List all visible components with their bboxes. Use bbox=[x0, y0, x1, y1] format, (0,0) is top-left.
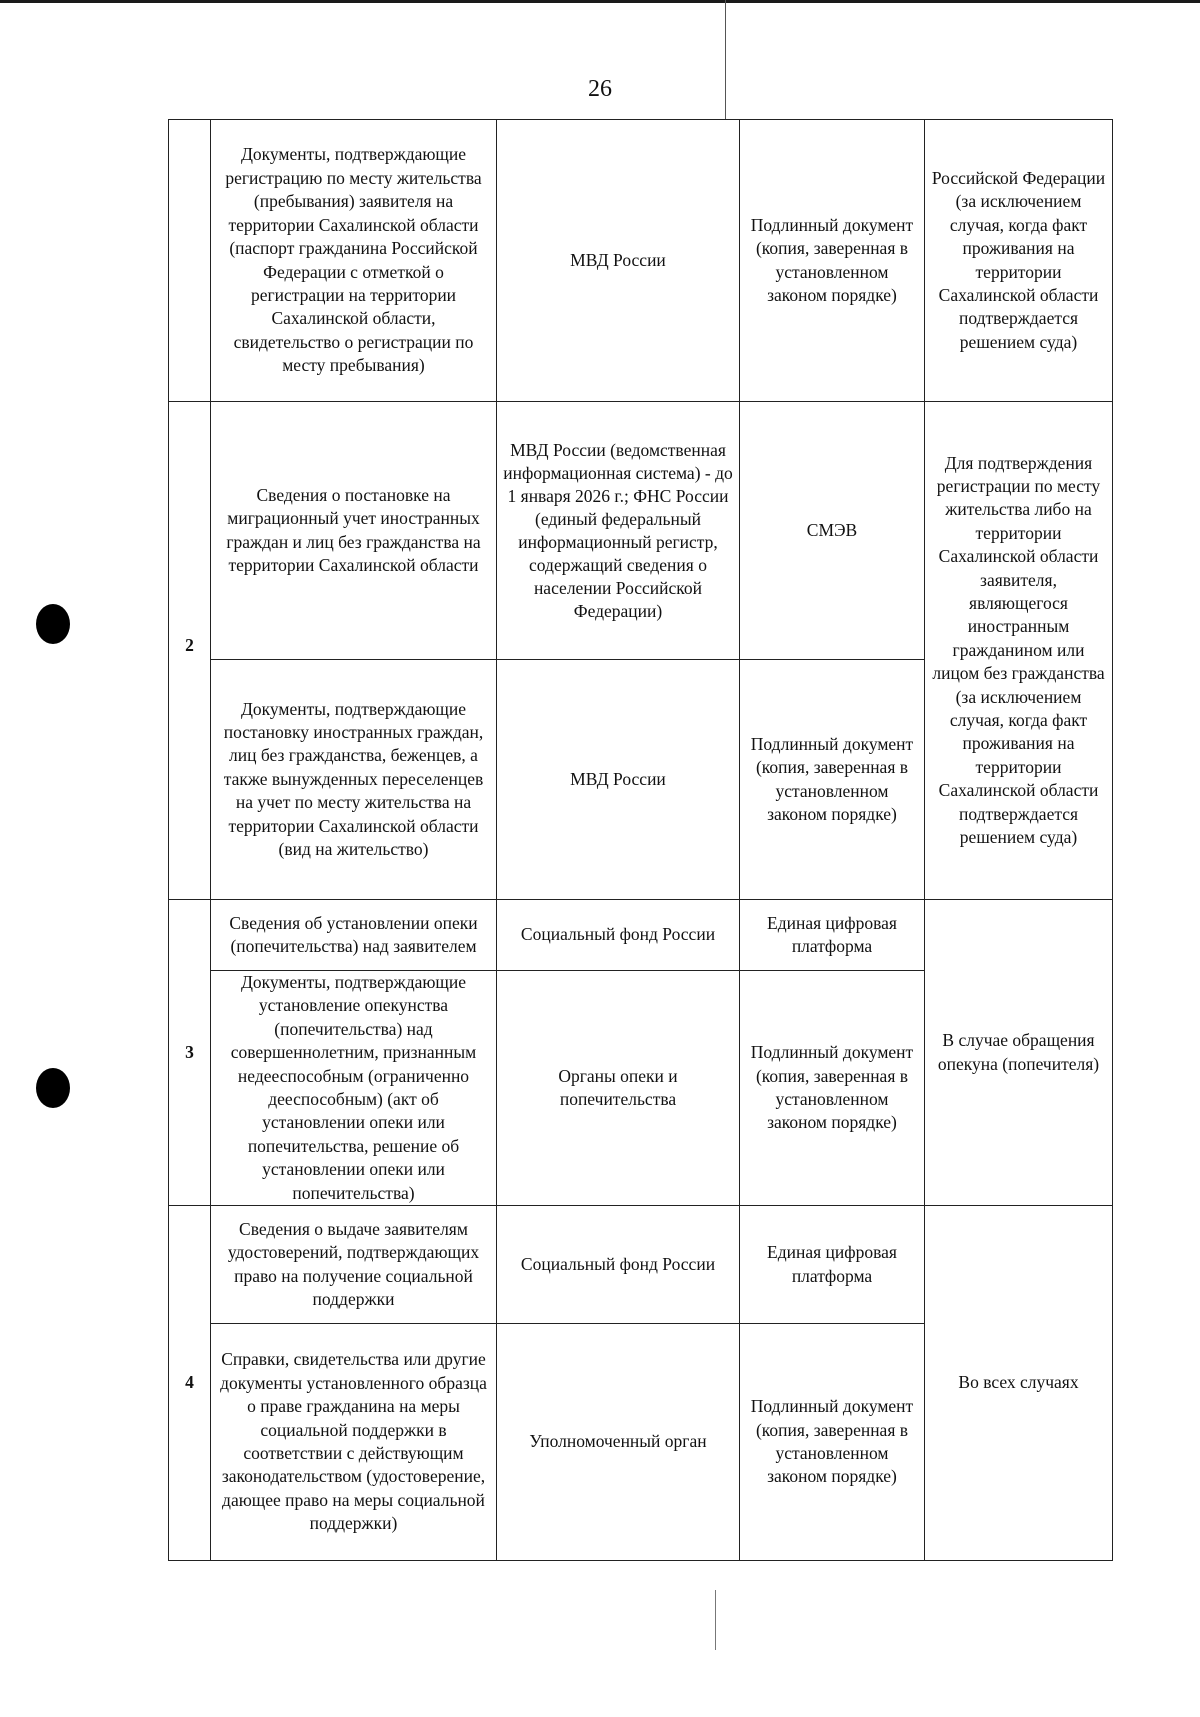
table-row bbox=[169, 402, 1113, 660]
document-cell: Сведения о постановке на миграционный учет иностранных граждан и лиц без гражданства на территории Сахалинской области bbox=[211, 402, 497, 660]
row-number-cell: 4 bbox=[169, 1206, 211, 1561]
source-cell: Социальный фонд России bbox=[497, 1206, 740, 1324]
method-cell: Единая цифровая платформа bbox=[740, 1206, 925, 1324]
document-cell: Сведения о выдаче заявителям удостоверений, подтверждающих право на получение социальной поддержки bbox=[211, 1206, 497, 1324]
punch-hole-lower bbox=[36, 1068, 70, 1108]
method-cell: Подлинный документ (копия, заверенная в установленном законом порядке) bbox=[740, 660, 925, 900]
fold-mark-bottom bbox=[715, 1590, 716, 1650]
table-row bbox=[169, 900, 1113, 971]
source-cell: Социальный фонд России bbox=[497, 900, 740, 971]
source-cell: Уполномоченный орган bbox=[497, 1324, 740, 1561]
source-cell: МВД России (ведомственная информационная система) - до 1 января 2026 г.; ФНС России (единый федеральный информационный регистр, содержащий сведения о населении Российской Федерации) bbox=[497, 402, 740, 660]
condition-cell: Во всех случаях bbox=[925, 1206, 1113, 1561]
table-row bbox=[169, 120, 1113, 402]
row-number-cell: 2 bbox=[169, 402, 211, 900]
source-cell: МВД России bbox=[497, 660, 740, 900]
condition-cell: В случае обращения опекуна (попечителя) bbox=[925, 900, 1113, 1206]
row-number-cell: 3 bbox=[169, 900, 211, 1206]
row-number-cell bbox=[169, 120, 211, 402]
document-cell: Сведения об установлении опеки (попечительства) над заявителем bbox=[211, 900, 497, 971]
method-cell: Подлинный документ (копия, заверенная в установленном законом порядке) bbox=[740, 971, 925, 1206]
punch-hole-upper bbox=[36, 604, 70, 644]
source-cell: Органы опеки и попечительства bbox=[497, 971, 740, 1206]
document-cell: Справки, свидетельства или другие документы установленного образца о праве гражданина на меры социальной поддержки в соответствии с действующим законодательством (удостоверение, дающее право на меры социальной поддержки) bbox=[211, 1324, 497, 1561]
document-cell: Документы, подтверждающие постановку иностранных граждан, лиц без гражданства, беженцев, а также вынужденных переселенцев на учет по месту жительства на территории Сахалинской области (вид на жительство) bbox=[211, 660, 497, 900]
method-cell: Подлинный документ (копия, заверенная в установленном законом порядке) bbox=[740, 1324, 925, 1561]
source-cell: МВД России bbox=[497, 120, 740, 402]
condition-cell: Российской Федерации (за исключением случая, когда факт проживания на территории Сахалинской области подтверждается решением суда) bbox=[925, 120, 1113, 402]
documents-table bbox=[168, 119, 1113, 1561]
page-number: 26 bbox=[588, 76, 612, 102]
document-cell: Документы, подтверждающие регистрацию по месту жительства (пребывания) заявителя на территории Сахалинской области (паспорт гражданина Российской Федерации с отметкой о регистрации на территории Сахалинской области, свидетельство о регистрации по месту пребывания) bbox=[211, 120, 497, 402]
table-row bbox=[169, 1206, 1113, 1324]
document-cell: Документы, подтверждающие установление опекунства (попечительства) над совершеннолетним, признанным недееспособным (ограниченно дееспособным) (акт об установлении опеки или попечительства, решение об установлении опеки или попечительства) bbox=[211, 971, 497, 1206]
top-edge-line bbox=[0, 0, 1200, 3]
method-cell: Единая цифровая платформа bbox=[740, 900, 925, 971]
method-cell: СМЭВ bbox=[740, 402, 925, 660]
method-cell: Подлинный документ (копия, заверенная в установленном законом порядке) bbox=[740, 120, 925, 402]
condition-cell: Для подтверждения регистрации по месту жительства либо на территории Сахалинской области заявителя, являющегося иностранным гражданином или лицом без гражданства (за исключением случая, когда факт проживания на территории Сахалинской области подтверждается решением суда) bbox=[925, 402, 1113, 900]
